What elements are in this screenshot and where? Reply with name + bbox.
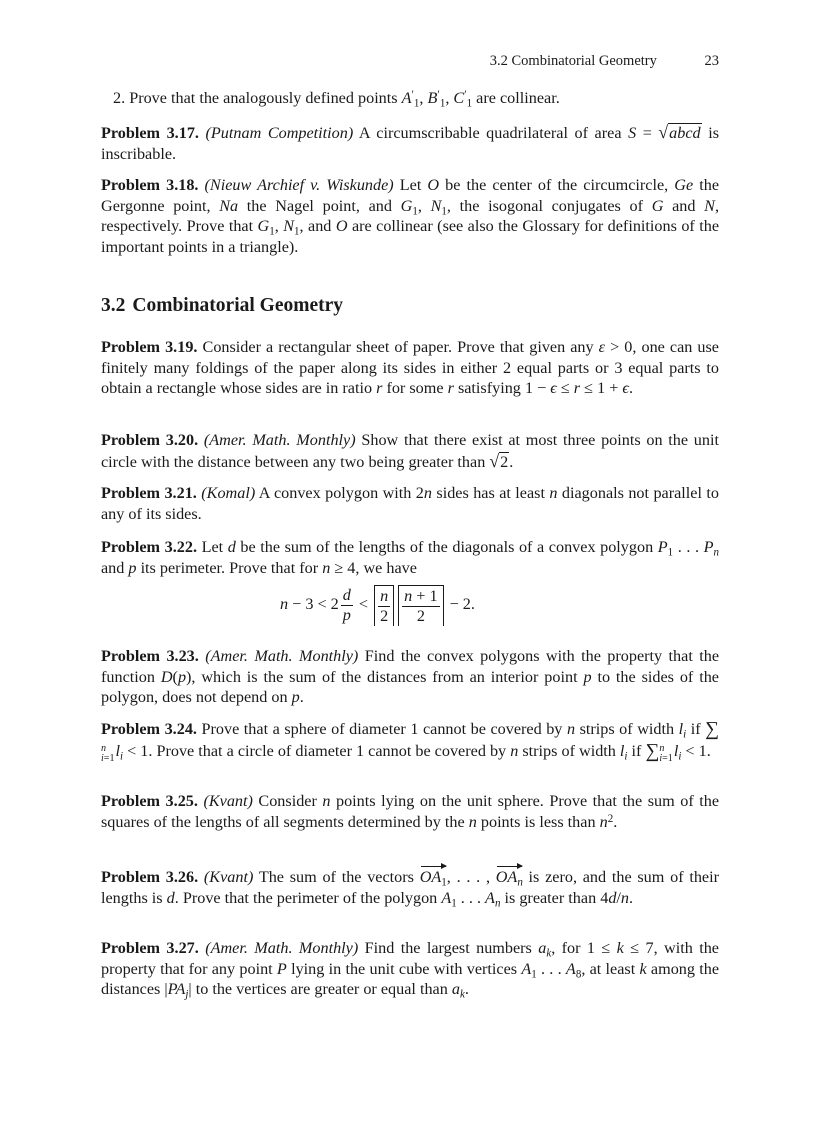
running-head [490, 53, 719, 70]
problem-label: Problem 3.24. [101, 720, 197, 738]
section-title: Combinatorial Geometry [132, 295, 344, 316]
problem-source: (Amer. Math. Monthly) [203, 431, 356, 449]
problem-3-18: Problem 3.18. (Nieuw Archief v. Wiskunde) Let O be the center of the circumcircle, Ge the Gergonne point, Na the Nagel point, and $G_1$, $N_1$, the isogonal conjugates of G and N, respectively. Prove that $G_1$, $N_1$, and O are collinear (see also the Glossary for definitions of the important points in a triangle). [101, 176, 720, 256]
problem-source: (Nieuw Archief v. Wiskunde) [204, 176, 394, 194]
problem-label: Problem 3.18. [101, 176, 199, 194]
problem-3-27: Problem 3.27. (Amer. Math. Monthly) Find the largest numbers $a_k$, for 1 ≤ k ≤ 7, with the property that for any point P lying in the unit cube with vertices $A_1$ . . . $A_8$, at least k among the distances $|PA_j|$ to the vertices are greater or equal than $a_k$. [101, 939, 720, 1001]
problem-source: (Putnam Competition) [205, 124, 354, 142]
problem-label: Problem 3.21. [101, 484, 197, 502]
problem-label: Problem 3.27. [101, 939, 199, 957]
problem-label: Problem 3.19. [101, 338, 198, 356]
page-number: 23 [704, 53, 719, 69]
problem-source: (Kvant) [203, 792, 253, 810]
sqrt-expression: √abcd [658, 122, 701, 142]
problem-3-20: Problem 3.20. (Amer. Math. Monthly) Show that there exist at most three points on the unit circle with the distance between any two being greater than √2. [101, 431, 719, 471]
problem-label: Problem 3.23. [101, 647, 199, 665]
running-head-section: 3.2 Combinatorial Geometry [489, 53, 657, 69]
problem-source: (Kvant) [203, 868, 254, 886]
problem-label: Problem 3.25. [101, 792, 198, 810]
problem-source: (Amer. Math. Monthly) [205, 647, 359, 665]
problem-3-24: Problem 3.24. Prove that a sphere of diameter 1 cannot be covered by n strips of width $l_i$ if ∑ n i=1 $l_i < 1$. Prove that a circle of diameter 1 cannot be covered by n strips of width $l_i$ if ∑ n i=1 $l_i < 1$. [101, 718, 720, 765]
problem-label: Problem 3.20. [101, 431, 199, 449]
problem-label: Problem 3.26. [101, 868, 199, 886]
problem-3-23: Problem 3.23. (Amer. Math. Monthly) Find the convex polygons with the property that the function D(p), which is the sum of the distances from an interior point p to the sides of the polygon, does not depend on p. [101, 647, 720, 707]
problem-3-21: Problem 3.21. (Komal) A convex polygon with 2n sides has at least n diagonals not parallel to any of its sides. [101, 484, 719, 523]
problem-3-25: Problem 3.25. (Kvant) Consider n points lying on the unit sphere. Prove that the sum of the squares of the lengths of all segments determined by the n points is less than $n^2$. [101, 792, 719, 831]
problem-3-22: Problem 3.22. Let d be the sum of the lengths of the diagonals of a convex polygon $P_1$ . . . $P_n$ and p its perimeter. Prove that for n ≥ 4, we have [101, 538, 719, 577]
problem-label: Problem 3.17. [101, 124, 199, 142]
sqrt-expression: √2 [489, 450, 509, 471]
problem-3-17: Problem 3.17. (Putnam Competition) A circumscribable quadrilateral of area S = √abcd is inscribable. [101, 122, 719, 163]
section-number: 3.2 [101, 295, 126, 316]
problem-3-19: Problem 3.19. Consider a rectangular sheet of paper. Prove that given any ε > 0, one can use finitely many foldings of the paper along its sides in either 2 equal parts or 3 equal parts to obtain a rectangle whose sides are in ratio r for some r satisfying 1 − ϵ ≤ r ≤ 1 + ϵ. [101, 338, 719, 398]
problem-source: (Amer. Math. Monthly) [205, 939, 359, 957]
list-item-2: 2. Prove that the analogously defined points $A'_1$, $B'_1$, $C'_1$ are collinear. [113, 89, 560, 110]
problem-3-26: Problem 3.26. (Kvant) The sum of the vectors $OA_1$, . . . , $OA_n$ is zero, and the sum of their lengths is d. Prove that the perimeter of the polygon $A_1$ . . . $A_n$ is greater than 4d/n. [101, 864, 719, 908]
problem-label: Problem 3.22. [101, 538, 197, 556]
problem-source: (Komal) [201, 484, 256, 502]
display-inequality: n − 3 < 2 $\frac{d}{p}$ < $\frac{n}{2}$ $\frac{n + 1}{2}$ − 2. [280, 586, 475, 625]
section-heading [101, 295, 343, 317]
